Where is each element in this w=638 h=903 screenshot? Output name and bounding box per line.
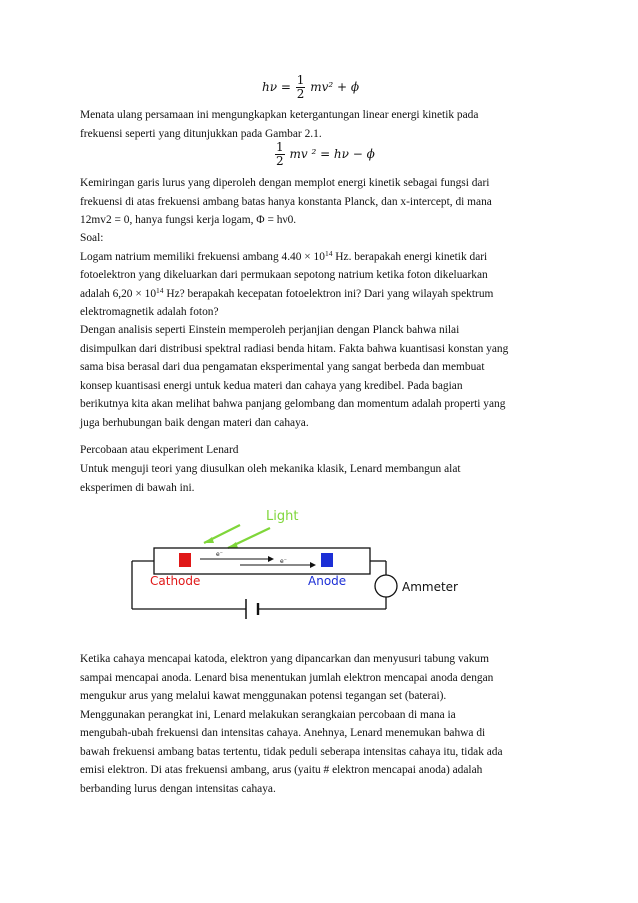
text-line bbox=[80, 248, 570, 267]
fraction-numerator: 1 bbox=[296, 73, 305, 87]
equation-kinetic-energy bbox=[274, 141, 375, 168]
anode-label: Anode bbox=[308, 574, 347, 588]
exponent: 14 bbox=[324, 248, 333, 258]
text-line: Ketika cahaya mencapai katoda, elektron yang dipancarkan dan menyusuri tabung vakum bbox=[80, 653, 489, 665]
text-line: eksperimen di bawah ini. bbox=[80, 481, 195, 494]
paragraph-lenard-results bbox=[80, 650, 570, 798]
equation-body: mv ² = hν − ϕ bbox=[289, 147, 375, 161]
equation-photoelectric bbox=[262, 74, 359, 101]
electron-label: e⁻ bbox=[216, 551, 223, 558]
equation-lhs: hν = bbox=[262, 80, 291, 94]
ammeter-label: Ammeter bbox=[402, 580, 458, 594]
problem-label: Soal: bbox=[80, 232, 104, 244]
text-line: bawah frekuensi ambang batas tertentu, tidak peduli seberapa intensitas cahaya itu, tidak ada bbox=[80, 745, 503, 758]
text-line: frekuensi seperti yang ditunjukkan pada Gambar 2.1. bbox=[80, 127, 322, 140]
cathode-electrode bbox=[179, 553, 191, 567]
text-line: frekuensi di atas frekuensi ambang batas hanya konstanta Planck, dan x-intercept, di mana bbox=[80, 195, 492, 208]
text-line: mengukur arus yang melalui kawat menggunakan potensi tegangan set (baterai). bbox=[80, 690, 447, 702]
text-line: Menata ulang persamaan ini mengungkapkan ketergantungan linear energi kinetik pada bbox=[80, 109, 479, 121]
equation-rhs: mv² + ϕ bbox=[310, 80, 360, 94]
text-line: Dengan analisis seperti Einstein memperoleh perjanjian dengan Planck bahwa nilai bbox=[80, 324, 460, 336]
text-run: Hz. berapakah energi kinetik dari bbox=[332, 250, 488, 263]
cathode-label: Cathode bbox=[150, 574, 201, 588]
electron-label: e⁻ bbox=[280, 558, 287, 565]
text-line: Menggunakan perangkat ini, Lenard melakukan serangkaian percobaan di mana ia bbox=[80, 708, 456, 721]
text-line: Kemiringan garis lurus yang diperoleh dengan memplot energi kinetik sebagai fungsi dari bbox=[80, 177, 490, 189]
text-line: fotoelektron yang dikeluarkan dari permukaan sepotong natrium ketika foton dikeluarkan bbox=[80, 269, 488, 281]
text-line: disimpulkan dari distribusi spektral radiasi benda hitam. Fakta bahwa kuantisasi konstan yang bbox=[80, 342, 509, 355]
problem-section bbox=[80, 229, 570, 322]
text-line: berbanding lurus dengan intensitas cahaya. bbox=[80, 782, 276, 795]
fraction-numerator: 1 bbox=[276, 140, 284, 154]
text-run: Logam natrium memiliki frekuensi ambang 4.40 × 10 bbox=[80, 250, 325, 263]
text-line: berikutnya kita akan melihat bahwa panjang gelombang dan momentum adalah properti yang bbox=[80, 398, 506, 410]
paragraph-rearrange bbox=[80, 106, 570, 143]
text-line: 12mv2 = 0, hanya fungsi kerja logam, Φ = hν0. bbox=[80, 214, 297, 226]
paragraph-lenard-intro bbox=[80, 460, 570, 497]
light-label: Light bbox=[266, 509, 299, 524]
text-line: Untuk menguji teori yang diusulkan oleh mekanika klasik, Lenard membangun alat bbox=[80, 463, 461, 475]
fraction-half bbox=[275, 141, 285, 168]
anode-electrode bbox=[321, 553, 333, 567]
electron-path-arrowhead bbox=[268, 556, 274, 562]
section-heading: Percobaan atau ekperiment Lenard bbox=[80, 444, 239, 456]
text-line bbox=[80, 285, 570, 304]
text-line: sama bisa berasal dari dua pengamatan eksperimental yang sangat berbeda dan membuat bbox=[80, 361, 485, 373]
text-line: konsep kuantisasi energi untuk kedua materi dan cahaya yang kredibel. Pada bagian bbox=[80, 379, 463, 392]
paragraph-slope bbox=[80, 174, 570, 230]
paragraph-einstein bbox=[80, 321, 570, 432]
text-line: sampai mencapai anoda. Lenard bisa menentukan jumlah elektron mencapai anoda dengan bbox=[80, 671, 494, 684]
text-run: Hz? berapakah kecepatan fotoelektron ini? Dari yang wilayah spektrum bbox=[163, 287, 494, 300]
exponent: 14 bbox=[156, 285, 164, 295]
text-line: mengubah-ubah frekuensi dan intensitas cahaya. Anehnya, Lenard menemukan bahwa di bbox=[80, 727, 486, 739]
electron-path-arrowhead bbox=[310, 562, 316, 568]
lenard-apparatus-diagram bbox=[120, 503, 510, 625]
fraction-denominator: 2 bbox=[276, 154, 284, 168]
text-line: juga berhubungan baik dengan materi dan cahaya. bbox=[80, 416, 309, 429]
ammeter-icon bbox=[375, 575, 397, 597]
text-run: adalah 6,20 × 10 bbox=[80, 287, 157, 300]
text-line: elektromagnetik adalah foton? bbox=[80, 306, 219, 318]
fraction-half bbox=[296, 74, 306, 101]
text-line: emisi elektron. Di atas frekuensi ambang, arus (yaitu # elektron mencapai anoda) adalah bbox=[80, 764, 483, 776]
fraction-denominator: 2 bbox=[296, 87, 305, 101]
